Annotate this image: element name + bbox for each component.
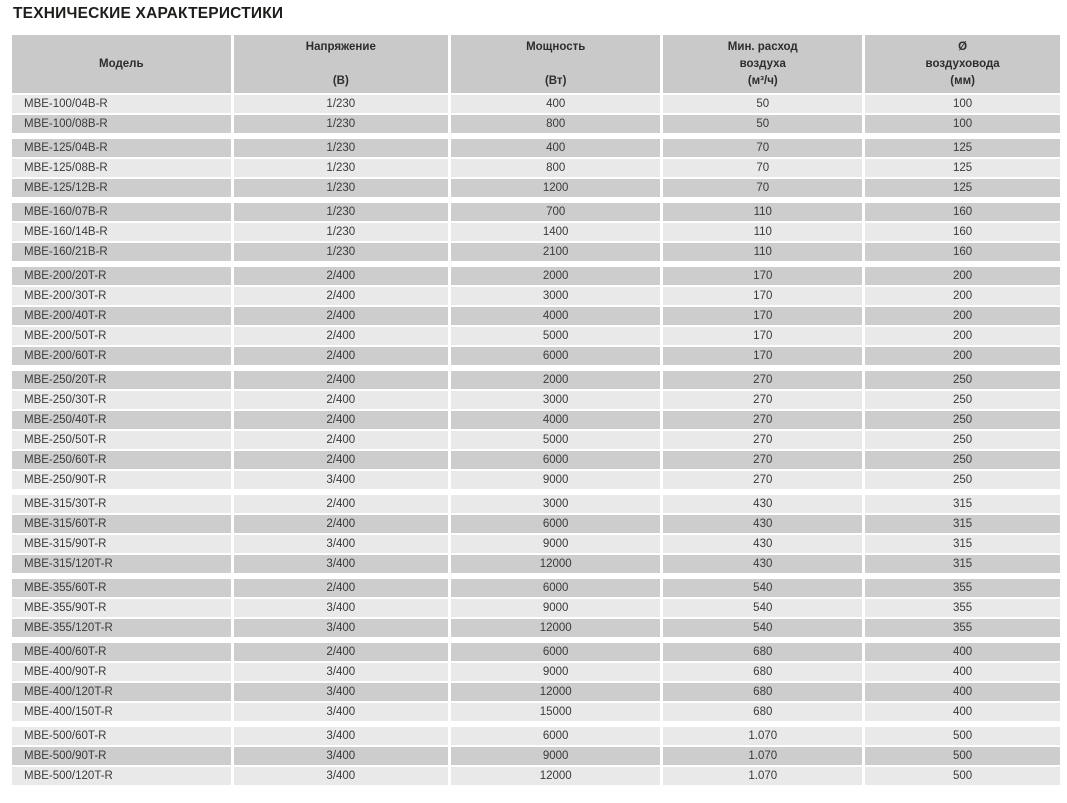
cell-model: MBE-355/90T-R: [12, 599, 231, 617]
cell-voltage: 2/400: [234, 431, 448, 449]
cell-voltage: 2/400: [234, 327, 448, 345]
table-row: [12, 727, 1060, 745]
cell-voltage: 3/400: [234, 683, 448, 701]
cell-duct-diameter: 400: [865, 683, 1060, 701]
column-header-model: [12, 35, 231, 93]
model-group-MBE-200: [12, 267, 1060, 365]
column-header-line: (Вт): [544, 74, 567, 87]
cell-model: MBE-200/30T-R: [12, 287, 231, 305]
table-row: [12, 139, 1060, 157]
cell-duct-diameter: 100: [865, 115, 1060, 133]
cell-power: 6000: [451, 451, 660, 469]
cell-min-airflow: 70: [663, 179, 862, 197]
table-row: [12, 287, 1060, 305]
cell-duct-diameter: 160: [865, 223, 1060, 241]
model-group-MBE-355: [12, 579, 1060, 637]
cell-model: MBE-200/40T-R: [12, 307, 231, 325]
model-group-MBE-250: [12, 371, 1060, 489]
cell-model: MBE-100/08B-R: [12, 115, 231, 133]
table-row: [12, 347, 1060, 365]
cell-power: 800: [451, 115, 660, 133]
cell-power: 6000: [451, 579, 660, 597]
cell-min-airflow: 1.070: [663, 727, 862, 745]
cell-power: 9000: [451, 747, 660, 765]
cell-duct-diameter: 315: [865, 515, 1060, 533]
cell-model: MBE-250/90T-R: [12, 471, 231, 489]
cell-voltage: 2/400: [234, 307, 448, 325]
table-row: [12, 451, 1060, 469]
cell-duct-diameter: 400: [865, 643, 1060, 661]
table-row: [12, 747, 1060, 765]
cell-duct-diameter: 160: [865, 203, 1060, 221]
table-row: [12, 643, 1060, 661]
table-row: [12, 159, 1060, 177]
cell-duct-diameter: 250: [865, 391, 1060, 409]
table-row: [12, 243, 1060, 261]
cell-model: MBE-250/50T-R: [12, 431, 231, 449]
table-row: [12, 327, 1060, 345]
cell-model: MBE-400/120T-R: [12, 683, 231, 701]
cell-model: MBE-315/30T-R: [12, 495, 231, 513]
cell-min-airflow: 540: [663, 599, 862, 617]
cell-voltage: 3/400: [234, 767, 448, 785]
table-row: [12, 555, 1060, 573]
spec-table: [12, 35, 1060, 791]
cell-voltage: 2/400: [234, 267, 448, 285]
cell-model: MBE-200/60T-R: [12, 347, 231, 365]
column-header-duct-diameter: [865, 35, 1060, 93]
cell-voltage: 3/400: [234, 535, 448, 553]
cell-model: MBE-400/90T-R: [12, 663, 231, 681]
table-row: [12, 371, 1060, 389]
cell-min-airflow: 270: [663, 391, 862, 409]
cell-power: 4000: [451, 411, 660, 429]
cell-voltage: 2/400: [234, 515, 448, 533]
cell-power: 2000: [451, 371, 660, 389]
cell-model: MBE-250/60T-R: [12, 451, 231, 469]
cell-min-airflow: 70: [663, 159, 862, 177]
cell-power: 12000: [451, 619, 660, 637]
cell-model: MBE-315/90T-R: [12, 535, 231, 553]
cell-voltage: 3/400: [234, 663, 448, 681]
column-header-voltage: [234, 35, 448, 93]
cell-min-airflow: 680: [663, 663, 862, 681]
table-row: [12, 223, 1060, 241]
spec-table-body: [12, 95, 1060, 785]
cell-duct-diameter: 200: [865, 287, 1060, 305]
page-title: ТЕХНИЧЕСКИЕ ХАРАКТЕРИСТИКИ: [13, 5, 284, 22]
cell-min-airflow: 680: [663, 643, 862, 661]
table-row: [12, 663, 1060, 681]
table-row: [12, 495, 1060, 513]
cell-min-airflow: 430: [663, 535, 862, 553]
cell-power: 3000: [451, 495, 660, 513]
cell-min-airflow: 270: [663, 471, 862, 489]
cell-model: MBE-160/21B-R: [12, 243, 231, 261]
model-group-MBE-100: [12, 95, 1060, 133]
cell-min-airflow: 540: [663, 579, 862, 597]
table-row: [12, 115, 1060, 133]
cell-power: 6000: [451, 515, 660, 533]
cell-power: 800: [451, 159, 660, 177]
column-header-line: [451, 56, 660, 73]
cell-model: MBE-250/20T-R: [12, 371, 231, 389]
cell-power: 6000: [451, 643, 660, 661]
cell-model: MBE-355/120T-R: [12, 619, 231, 637]
table-row: [12, 683, 1060, 701]
cell-min-airflow: 110: [663, 243, 862, 261]
table-row: [12, 307, 1060, 325]
model-group-MBE-500: [12, 727, 1060, 785]
cell-model: MBE-160/07B-R: [12, 203, 231, 221]
cell-duct-diameter: 355: [865, 619, 1060, 637]
cell-power: 15000: [451, 703, 660, 721]
cell-voltage: 1/230: [234, 223, 448, 241]
cell-min-airflow: 170: [663, 287, 862, 305]
model-group-MBE-315: [12, 495, 1060, 573]
cell-model: MBE-400/150T-R: [12, 703, 231, 721]
column-header-line: (м³/ч): [747, 74, 778, 87]
column-header-line: Напряжение: [305, 40, 376, 53]
column-header-line: (мм): [950, 74, 975, 87]
cell-min-airflow: 430: [663, 495, 862, 513]
cell-duct-diameter: 400: [865, 663, 1060, 681]
spec-table-header: [12, 35, 1060, 93]
cell-power: 2100: [451, 243, 660, 261]
cell-power: 1400: [451, 223, 660, 241]
cell-voltage: 2/400: [234, 287, 448, 305]
column-header-min-airflow: [663, 35, 862, 93]
cell-voltage: 3/400: [234, 619, 448, 637]
column-header-line: Мин. расход: [727, 40, 798, 53]
cell-duct-diameter: 100: [865, 95, 1060, 113]
column-header-line: (В): [332, 74, 349, 87]
cell-min-airflow: 430: [663, 555, 862, 573]
table-row: [12, 411, 1060, 429]
cell-min-airflow: 50: [663, 115, 862, 133]
cell-model: MBE-250/40T-R: [12, 411, 231, 429]
cell-power: 9000: [451, 535, 660, 553]
cell-duct-diameter: 125: [865, 159, 1060, 177]
cell-power: 6000: [451, 727, 660, 745]
cell-duct-diameter: 200: [865, 307, 1060, 325]
table-row: [12, 431, 1060, 449]
cell-model: MBE-355/60T-R: [12, 579, 231, 597]
cell-power: 9000: [451, 663, 660, 681]
cell-model: MBE-400/60T-R: [12, 643, 231, 661]
table-row: [12, 95, 1060, 113]
cell-min-airflow: 170: [663, 347, 862, 365]
column-header-power: [451, 35, 660, 93]
cell-duct-diameter: 250: [865, 451, 1060, 469]
cell-power: 3000: [451, 287, 660, 305]
cell-duct-diameter: 315: [865, 535, 1060, 553]
cell-min-airflow: 270: [663, 411, 862, 429]
table-row: [12, 703, 1060, 721]
cell-min-airflow: 430: [663, 515, 862, 533]
cell-min-airflow: 170: [663, 267, 862, 285]
cell-model: MBE-200/20T-R: [12, 267, 231, 285]
cell-duct-diameter: 125: [865, 179, 1060, 197]
table-row: [12, 267, 1060, 285]
cell-model: MBE-500/90T-R: [12, 747, 231, 765]
table-row: [12, 179, 1060, 197]
cell-duct-diameter: 500: [865, 747, 1060, 765]
cell-voltage: 2/400: [234, 495, 448, 513]
cell-model: MBE-160/14B-R: [12, 223, 231, 241]
cell-model: MBE-315/120T-R: [12, 555, 231, 573]
cell-voltage: 1/230: [234, 95, 448, 113]
cell-model: MBE-125/04B-R: [12, 139, 231, 157]
cell-model: MBE-125/12B-R: [12, 179, 231, 197]
cell-voltage: 2/400: [234, 579, 448, 597]
cell-duct-diameter: 125: [865, 139, 1060, 157]
cell-min-airflow: 680: [663, 703, 862, 721]
table-row: [12, 619, 1060, 637]
cell-min-airflow: 1.070: [663, 747, 862, 765]
cell-duct-diameter: 200: [865, 347, 1060, 365]
cell-voltage: 1/230: [234, 115, 448, 133]
column-header-line: воздуховода: [925, 57, 1000, 70]
cell-power: 6000: [451, 347, 660, 365]
cell-duct-diameter: 250: [865, 431, 1060, 449]
cell-min-airflow: 70: [663, 139, 862, 157]
cell-model: MBE-500/60T-R: [12, 727, 231, 745]
cell-power: 1200: [451, 179, 660, 197]
cell-min-airflow: 270: [663, 431, 862, 449]
cell-duct-diameter: 200: [865, 327, 1060, 345]
cell-model: MBE-125/08B-R: [12, 159, 231, 177]
column-header-line: Мощность: [526, 40, 586, 53]
cell-voltage: 2/400: [234, 643, 448, 661]
cell-power: 3000: [451, 391, 660, 409]
cell-min-airflow: 50: [663, 95, 862, 113]
cell-min-airflow: 540: [663, 619, 862, 637]
cell-duct-diameter: 315: [865, 555, 1060, 573]
cell-min-airflow: 270: [663, 371, 862, 389]
cell-min-airflow: 170: [663, 307, 862, 325]
cell-power: 12000: [451, 767, 660, 785]
cell-voltage: 2/400: [234, 411, 448, 429]
cell-voltage: 2/400: [234, 391, 448, 409]
model-group-MBE-125: [12, 139, 1060, 197]
cell-duct-diameter: 355: [865, 579, 1060, 597]
cell-voltage: 3/400: [234, 599, 448, 617]
cell-power: 9000: [451, 471, 660, 489]
column-header-line: [234, 56, 448, 73]
cell-duct-diameter: 250: [865, 471, 1060, 489]
column-header-line: Модель: [99, 57, 144, 70]
cell-voltage: 2/400: [234, 451, 448, 469]
table-row: [12, 535, 1060, 553]
cell-duct-diameter: 315: [865, 495, 1060, 513]
cell-min-airflow: 680: [663, 683, 862, 701]
table-row: [12, 599, 1060, 617]
model-group-MBE-160: [12, 203, 1060, 261]
cell-model: MBE-500/120T-R: [12, 767, 231, 785]
cell-power: 12000: [451, 555, 660, 573]
cell-min-airflow: 170: [663, 327, 862, 345]
cell-power: 2000: [451, 267, 660, 285]
cell-duct-diameter: 200: [865, 267, 1060, 285]
cell-duct-diameter: 500: [865, 727, 1060, 745]
cell-voltage: 1/230: [234, 203, 448, 221]
table-row: [12, 579, 1060, 597]
cell-voltage: 2/400: [234, 371, 448, 389]
table-row: [12, 767, 1060, 785]
cell-voltage: 3/400: [234, 727, 448, 745]
cell-voltage: 3/400: [234, 703, 448, 721]
cell-duct-diameter: 250: [865, 411, 1060, 429]
table-row: [12, 471, 1060, 489]
cell-voltage: 3/400: [234, 555, 448, 573]
table-row: [12, 515, 1060, 533]
column-header-line: Ø: [958, 40, 968, 53]
cell-model: MBE-100/04B-R: [12, 95, 231, 113]
cell-voltage: 1/230: [234, 243, 448, 261]
cell-voltage: 1/230: [234, 139, 448, 157]
cell-min-airflow: 270: [663, 451, 862, 469]
cell-min-airflow: 110: [663, 223, 862, 241]
table-row: [12, 203, 1060, 221]
cell-power: 4000: [451, 307, 660, 325]
cell-voltage: 1/230: [234, 179, 448, 197]
cell-voltage: 3/400: [234, 747, 448, 765]
cell-duct-diameter: 250: [865, 371, 1060, 389]
cell-power: 400: [451, 95, 660, 113]
cell-model: MBE-250/30T-R: [12, 391, 231, 409]
cell-power: 5000: [451, 431, 660, 449]
cell-min-airflow: 110: [663, 203, 862, 221]
cell-power: 400: [451, 139, 660, 157]
cell-voltage: 1/230: [234, 159, 448, 177]
cell-model: MBE-200/50T-R: [12, 327, 231, 345]
cell-min-airflow: 1.070: [663, 767, 862, 785]
cell-duct-diameter: 355: [865, 599, 1060, 617]
cell-model: MBE-315/60T-R: [12, 515, 231, 533]
cell-duct-diameter: 500: [865, 767, 1060, 785]
cell-power: 700: [451, 203, 660, 221]
cell-power: 5000: [451, 327, 660, 345]
cell-power: 12000: [451, 683, 660, 701]
table-row: [12, 391, 1060, 409]
cell-voltage: 3/400: [234, 471, 448, 489]
cell-power: 9000: [451, 599, 660, 617]
column-header-line: воздуха: [739, 57, 786, 70]
cell-duct-diameter: 400: [865, 703, 1060, 721]
model-group-MBE-400: [12, 643, 1060, 721]
cell-duct-diameter: 160: [865, 243, 1060, 261]
cell-voltage: 2/400: [234, 347, 448, 365]
